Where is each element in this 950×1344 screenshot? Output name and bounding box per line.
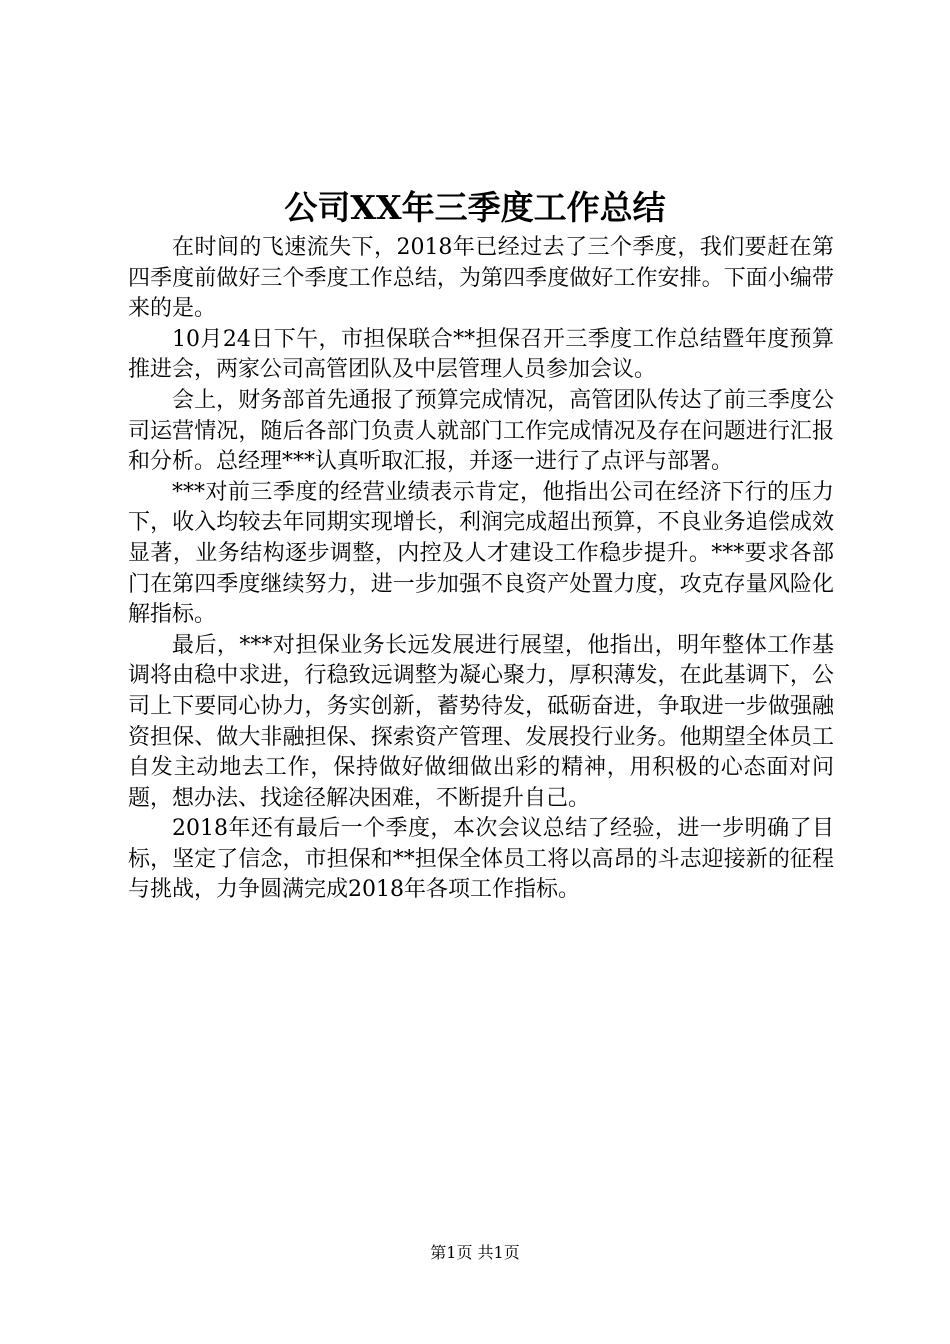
paragraph-meeting: 10月24日下午，市担保联合**担保召开三季度工作总结暨年度预算推进会，两家公司高管团队及中层管理人员参加会议。 [128,326,834,383]
paragraph-outlook: 最后，***对担保业务长远发展进行展望，他指出，明年整体工作基调将由稳中求进，行稳致远调整为凝心聚力，厚积薄发，在此基调下，公司上下要同心协力，务实创新，蓄势待发，砥砺奋进，争取进一步做强融资担保、做大非融担保、探索资产管理、发展投行业务。他期望全体员工自发主动地去工作，保持做好做细做出彩的精神，用积极的心态面对问题，想办法、找途径解决困难，不断提升自己。 [128,632,834,811]
document-title: 公司XX年三季度工作总结 [284,188,666,227]
page-number-footer: 第1页 共1页 [430,1243,520,1262]
paragraph-intro: 在时间的飞速流失下，2018年已经过去了三个季度，我们要赶在第四季度前做好三个季度工作总结，为第四季度做好工作安排。下面小编带来的是。 [128,235,834,322]
paragraph-performance: ***对前三季度的经营业绩表示肯定，他指出公司在经济下行的压力下，收入均较去年同期实现增长，利润完成超出预算，不良业务追偿成效显著，业务结构逐步调整，内控及人才建设工作稳步提升。***要求各部门在第四季度继续努力，进一步加强不良资产处置力度，攻克存量风险化解指标。 [128,479,834,628]
document-body [128,233,834,906]
paragraph-reports: 会上，财务部首先通报了预算完成情况，高管团队传达了前三季度公司运营情况，随后各部门负责人就部门工作完成情况及存在问题进行汇报和分析。总经理***认真听取汇报，并逐一进行了点评与部署。 [128,387,834,475]
paragraph-conclusion: 2018年还有最后一个季度，本次会议总结了经验，进一步明确了目标，坚定了信念，市担保和**担保全体员工将以高昂的斗志迎接新的征程与挑战，力争圆满完成2018年各项工作指标。 [128,816,834,903]
